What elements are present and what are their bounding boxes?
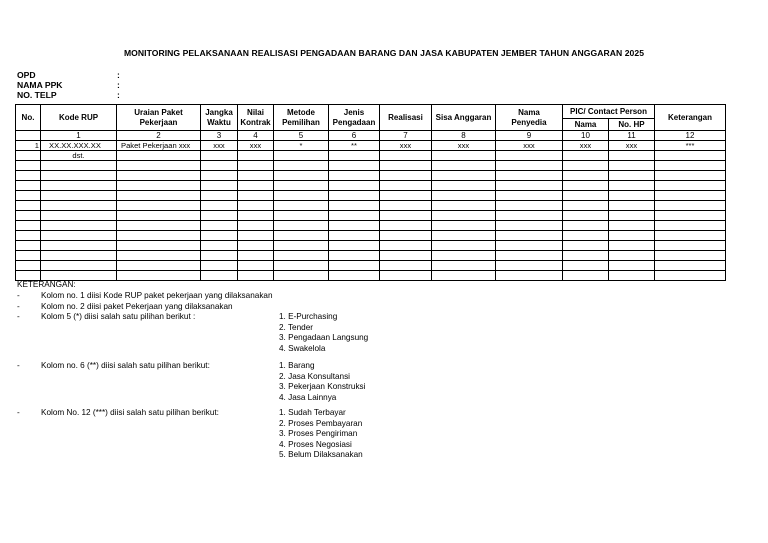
col-number: 3 bbox=[201, 131, 238, 141]
table-cell bbox=[41, 171, 117, 181]
table-cell bbox=[655, 221, 726, 231]
table-row bbox=[16, 241, 726, 251]
table-cell bbox=[201, 271, 238, 281]
table-cell bbox=[432, 181, 496, 191]
cell-jangka-waktu: xxx bbox=[201, 141, 238, 151]
table-cell bbox=[238, 251, 274, 261]
table-cell bbox=[41, 181, 117, 191]
cell-sisa-anggaran: xxx bbox=[432, 141, 496, 151]
cell-pic-nama: xxx bbox=[563, 141, 609, 151]
table-cell bbox=[238, 151, 274, 161]
table-cell bbox=[201, 221, 238, 231]
header-nilai-line2: Kontrak bbox=[240, 117, 271, 127]
table-cell bbox=[432, 211, 496, 221]
cell-metode: * bbox=[274, 141, 329, 151]
table-cell bbox=[432, 241, 496, 251]
table-cell bbox=[238, 241, 274, 251]
table-cell bbox=[380, 171, 432, 181]
table-cell bbox=[238, 181, 274, 191]
table-cell bbox=[238, 261, 274, 271]
table-cell bbox=[329, 231, 380, 241]
table-cell bbox=[274, 161, 329, 171]
table-row bbox=[16, 171, 726, 181]
col-number: 9 bbox=[496, 131, 563, 141]
header-pic: PIC/ Contact Person bbox=[563, 105, 655, 119]
note-text: Kolom 5 (*) diisi salah satu pilihan berikut : bbox=[41, 312, 196, 321]
table-cell bbox=[432, 191, 496, 201]
col-number: 8 bbox=[432, 131, 496, 141]
table-cell bbox=[432, 201, 496, 211]
cell-kode-rup: XX.XX.XXX.XX bbox=[41, 141, 117, 151]
col-number: 12 bbox=[655, 131, 726, 141]
table-cell bbox=[609, 211, 655, 221]
table-cell bbox=[16, 211, 41, 221]
header-sisa-anggaran: Sisa Anggaran bbox=[432, 105, 496, 131]
option-item: 2. Tender bbox=[279, 322, 313, 332]
table-cell bbox=[117, 201, 201, 211]
table-cell bbox=[274, 181, 329, 191]
header-pic-nama: Nama bbox=[563, 119, 609, 131]
table-cell bbox=[16, 201, 41, 211]
table-cell bbox=[655, 241, 726, 251]
table-cell bbox=[238, 171, 274, 181]
table-row bbox=[16, 211, 726, 221]
header-jangka-line2: Waktu bbox=[207, 117, 231, 127]
note-text: Kolom no. 1 diisi Kode RUP paket pekerjaan yang dilaksanakan bbox=[41, 291, 273, 300]
table-cell bbox=[563, 151, 609, 161]
header-realisasi: Realisasi bbox=[380, 105, 432, 131]
table-cell bbox=[117, 151, 201, 161]
option-item: 4. Proses Negosiasi bbox=[279, 439, 352, 449]
table-row bbox=[16, 231, 726, 241]
table-cell bbox=[41, 271, 117, 281]
note-bullet: - bbox=[17, 312, 20, 321]
table-cell bbox=[432, 231, 496, 241]
cell-pic-hp: xxx bbox=[609, 141, 655, 151]
table-cell bbox=[609, 241, 655, 251]
table-cell bbox=[201, 251, 238, 261]
note-bullet: - bbox=[17, 408, 20, 417]
table-cell bbox=[609, 191, 655, 201]
cell-uraian: Paket Pekerjaan xxx bbox=[117, 141, 201, 151]
note-bullet: - bbox=[17, 361, 20, 370]
table-cell bbox=[496, 161, 563, 171]
table-row bbox=[16, 251, 726, 261]
table-cell bbox=[496, 211, 563, 221]
table-cell bbox=[496, 271, 563, 281]
table-cell bbox=[563, 241, 609, 251]
table-cell bbox=[16, 241, 41, 251]
table-cell bbox=[380, 201, 432, 211]
telp-label: NO. TELP bbox=[17, 90, 57, 100]
notes-heading: KETERANGAN: bbox=[17, 280, 76, 289]
table-cell bbox=[16, 191, 41, 201]
table-cell bbox=[609, 251, 655, 261]
table-cell bbox=[496, 241, 563, 251]
table-row bbox=[16, 181, 726, 191]
header-uraian-line2: Pekerjaan bbox=[139, 117, 178, 127]
table-cell bbox=[609, 231, 655, 241]
option-item: 1. E-Purchasing bbox=[279, 312, 338, 321]
table-cell bbox=[380, 231, 432, 241]
option-item: 3. Proses Pengiriman bbox=[279, 429, 358, 439]
table-cell bbox=[655, 231, 726, 241]
table-cell bbox=[563, 221, 609, 231]
option-item: 3. Pengadaan Langsung bbox=[279, 333, 369, 343]
table-cell bbox=[380, 251, 432, 261]
table-cell bbox=[329, 181, 380, 191]
table-cell bbox=[201, 151, 238, 161]
table-body bbox=[16, 131, 726, 281]
table-cell bbox=[329, 241, 380, 251]
header-penyedia-line1: Nama bbox=[518, 107, 540, 117]
header-nama-penyedia bbox=[496, 105, 563, 131]
table-cell bbox=[496, 191, 563, 201]
header-keterangan: Keterangan bbox=[655, 105, 726, 131]
header-pic-hp: No. HP bbox=[609, 119, 655, 131]
table-cell bbox=[16, 251, 41, 261]
header-kode-rup: Kode RUP bbox=[41, 105, 117, 131]
table-cell bbox=[609, 151, 655, 161]
header-metode-line1: Metode bbox=[287, 107, 315, 117]
table-cell bbox=[496, 181, 563, 191]
table-cell bbox=[563, 231, 609, 241]
table-cell bbox=[16, 171, 41, 181]
table-cell bbox=[41, 231, 117, 241]
table-cell bbox=[41, 241, 117, 251]
table-cell bbox=[274, 211, 329, 221]
table-cell bbox=[117, 221, 201, 231]
table-cell bbox=[609, 271, 655, 281]
header-jenis-line1: Jenis bbox=[343, 107, 365, 117]
table-cell bbox=[16, 181, 41, 191]
table-cell bbox=[329, 261, 380, 271]
note-text: Kolom no. 6 (**) diisi salah satu pilihan berikut: bbox=[41, 361, 210, 370]
note-bullet: - bbox=[17, 302, 20, 311]
table-cell bbox=[274, 171, 329, 181]
table-cell bbox=[274, 241, 329, 251]
table-cell bbox=[201, 261, 238, 271]
table-cell bbox=[41, 161, 117, 171]
table-cell bbox=[609, 201, 655, 211]
table-cell bbox=[41, 221, 117, 231]
option-item: 1. Sudah Terbayar bbox=[279, 408, 346, 417]
table-cell bbox=[329, 171, 380, 181]
col-number: 10 bbox=[563, 131, 609, 141]
table-cell bbox=[117, 171, 201, 181]
header-jenis-pengadaan bbox=[329, 105, 380, 131]
note-options bbox=[279, 312, 368, 354]
table-cell bbox=[274, 221, 329, 231]
cell-no bbox=[16, 151, 41, 161]
table-cell bbox=[274, 261, 329, 271]
table-cell bbox=[432, 221, 496, 231]
table-cell bbox=[563, 191, 609, 201]
table-cell bbox=[380, 271, 432, 281]
table-cell bbox=[563, 181, 609, 191]
opd-label: OPD bbox=[17, 70, 36, 80]
col-number: 6 bbox=[329, 131, 380, 141]
note-text: Kolom no. 2 diisi paket Pekerjaan yang dilaksanakan bbox=[41, 302, 233, 311]
table-cell bbox=[117, 241, 201, 251]
table-cell bbox=[117, 251, 201, 261]
table-cell bbox=[329, 201, 380, 211]
table-cell bbox=[238, 271, 274, 281]
header-jangka-line1: Jangka bbox=[205, 107, 233, 117]
table-cell bbox=[41, 201, 117, 211]
table-cell bbox=[563, 211, 609, 221]
table-cell bbox=[274, 201, 329, 211]
header-penyedia-line2: Penyedia bbox=[511, 117, 547, 127]
document-title: MONITORING PELAKSANAAN REALISASI PENGADAAN BARANG DAN JASA KABUPATEN JEMBER TAHUN ANGGARAN 2025 bbox=[123, 48, 645, 58]
table-cell bbox=[238, 191, 274, 201]
table-cell bbox=[329, 211, 380, 221]
table-cell bbox=[201, 241, 238, 251]
cell-no: 1 bbox=[16, 141, 41, 151]
table-cell bbox=[432, 161, 496, 171]
note-options bbox=[279, 408, 363, 461]
table-cell bbox=[496, 201, 563, 211]
table-cell bbox=[380, 151, 432, 161]
monitoring-table bbox=[15, 104, 726, 281]
option-item: 5. Belum Dilaksanakan bbox=[279, 450, 363, 460]
table-cell bbox=[16, 161, 41, 171]
table-cell bbox=[563, 171, 609, 181]
table-cell bbox=[380, 191, 432, 201]
note-options bbox=[279, 361, 365, 403]
table-cell bbox=[609, 171, 655, 181]
table-cell bbox=[238, 231, 274, 241]
table-cell bbox=[201, 211, 238, 221]
table-cell bbox=[274, 191, 329, 201]
table-cell bbox=[496, 231, 563, 241]
table-cell bbox=[201, 171, 238, 181]
table-cell bbox=[655, 161, 726, 171]
option-item: 4. Jasa Lainnya bbox=[279, 392, 337, 402]
cell-jenis: ** bbox=[329, 141, 380, 151]
table-cell bbox=[41, 251, 117, 261]
col-number: 4 bbox=[238, 131, 274, 141]
col-number: 5 bbox=[274, 131, 329, 141]
table-cell bbox=[201, 161, 238, 171]
note-text: Kolom No. 12 (***) diisi salah satu pilihan berikut: bbox=[41, 408, 219, 417]
table-cell bbox=[117, 261, 201, 271]
table-cell bbox=[609, 161, 655, 171]
table-cell bbox=[41, 261, 117, 271]
table-cell bbox=[496, 171, 563, 181]
table-cell bbox=[16, 231, 41, 241]
table-cell bbox=[329, 151, 380, 161]
table-cell bbox=[117, 191, 201, 201]
table-cell bbox=[380, 161, 432, 171]
table-cell bbox=[329, 161, 380, 171]
table-cell bbox=[117, 211, 201, 221]
col-number: 7 bbox=[380, 131, 432, 141]
column-number-row bbox=[16, 131, 726, 141]
option-item: 4. Swakelola bbox=[279, 343, 326, 353]
table-cell bbox=[655, 151, 726, 161]
option-item: 3. Pekerjaan Konstruksi bbox=[279, 382, 366, 392]
table-cell bbox=[329, 271, 380, 281]
table-cell bbox=[432, 151, 496, 161]
col-number: 2 bbox=[117, 131, 201, 141]
table-cell bbox=[117, 231, 201, 241]
table-cell bbox=[201, 201, 238, 211]
option-item: 1. Barang bbox=[279, 361, 315, 370]
ppk-label: NAMA PPK bbox=[17, 80, 63, 90]
table-cell bbox=[609, 221, 655, 231]
cell-nilai-kontrak: xxx bbox=[238, 141, 274, 151]
telp-colon: : bbox=[117, 90, 120, 100]
table-cell bbox=[432, 171, 496, 181]
table-cell bbox=[238, 161, 274, 171]
table-cell bbox=[655, 181, 726, 191]
table-cell bbox=[274, 231, 329, 241]
table-cell bbox=[329, 221, 380, 231]
cell-realisasi: xxx bbox=[380, 141, 432, 151]
table-cell bbox=[432, 271, 496, 281]
table-cell bbox=[496, 251, 563, 261]
table-cell bbox=[655, 251, 726, 261]
table-cell bbox=[16, 221, 41, 231]
header-nilai-line1: Nilai bbox=[247, 107, 264, 117]
table-cell bbox=[563, 161, 609, 171]
table-cell bbox=[274, 271, 329, 281]
table-row bbox=[16, 151, 726, 161]
option-item: 2. Jasa Konsultansi bbox=[279, 371, 351, 381]
col-number: 11 bbox=[609, 131, 655, 141]
table-cell bbox=[380, 261, 432, 271]
table-cell bbox=[117, 271, 201, 281]
cell-keterangan: *** bbox=[655, 141, 726, 151]
table-cell bbox=[201, 191, 238, 201]
opd-colon: : bbox=[117, 70, 120, 80]
table-cell bbox=[655, 261, 726, 271]
header-metode-pemilihan bbox=[274, 105, 329, 131]
header-no: No. bbox=[16, 105, 41, 131]
header-nilai-kontrak bbox=[238, 105, 274, 131]
table-cell bbox=[16, 271, 41, 281]
table-row bbox=[16, 141, 726, 151]
table-cell bbox=[496, 261, 563, 271]
table-cell bbox=[655, 211, 726, 221]
table-cell bbox=[655, 201, 726, 211]
table-row bbox=[16, 201, 726, 211]
header-uraian-line1: Uraian Paket bbox=[134, 107, 183, 117]
header-jenis-line2: Pengadaan bbox=[332, 117, 376, 127]
ppk-field bbox=[17, 80, 120, 90]
ppk-colon: : bbox=[117, 80, 120, 90]
table-cell bbox=[41, 191, 117, 201]
table-cell bbox=[655, 171, 726, 181]
table-cell bbox=[655, 271, 726, 281]
table-cell bbox=[274, 251, 329, 261]
table-cell bbox=[432, 261, 496, 271]
table-cell bbox=[563, 271, 609, 281]
header-uraian bbox=[117, 105, 201, 131]
table-cell bbox=[117, 161, 201, 171]
cell-kode-rup: dst. bbox=[41, 151, 117, 161]
table-cell bbox=[117, 181, 201, 191]
table-cell bbox=[329, 191, 380, 201]
table-cell bbox=[609, 261, 655, 271]
note-bullet: - bbox=[17, 291, 20, 300]
table-cell bbox=[380, 181, 432, 191]
table-cell bbox=[432, 251, 496, 261]
table-cell bbox=[16, 261, 41, 271]
header-jangka-waktu bbox=[201, 105, 238, 131]
table-cell bbox=[274, 151, 329, 161]
table-row bbox=[16, 261, 726, 271]
table-cell bbox=[238, 211, 274, 221]
table-cell bbox=[380, 221, 432, 231]
cell-penyedia: xxx bbox=[496, 141, 563, 151]
table-cell bbox=[655, 191, 726, 201]
header-fields bbox=[17, 70, 120, 100]
table-cell bbox=[563, 261, 609, 271]
table-cell bbox=[609, 181, 655, 191]
table-row bbox=[16, 191, 726, 201]
table-cell bbox=[496, 151, 563, 161]
col-number bbox=[16, 131, 41, 141]
table-cell bbox=[201, 231, 238, 241]
table-cell bbox=[380, 211, 432, 221]
col-number: 1 bbox=[41, 131, 117, 141]
table-cell bbox=[201, 181, 238, 191]
table-row bbox=[16, 271, 726, 281]
table-cell bbox=[41, 211, 117, 221]
table-cell bbox=[238, 221, 274, 231]
table-cell bbox=[238, 201, 274, 211]
table-cell bbox=[496, 221, 563, 231]
telp-field bbox=[17, 90, 120, 100]
table-row bbox=[16, 221, 726, 231]
table-row bbox=[16, 161, 726, 171]
opd-field bbox=[17, 70, 120, 80]
table-cell bbox=[380, 241, 432, 251]
table-cell bbox=[563, 251, 609, 261]
table-cell bbox=[329, 251, 380, 261]
option-item: 2. Proses Pembayaran bbox=[279, 418, 363, 428]
table-cell bbox=[563, 201, 609, 211]
header-metode-line2: Pemilihan bbox=[282, 117, 320, 127]
